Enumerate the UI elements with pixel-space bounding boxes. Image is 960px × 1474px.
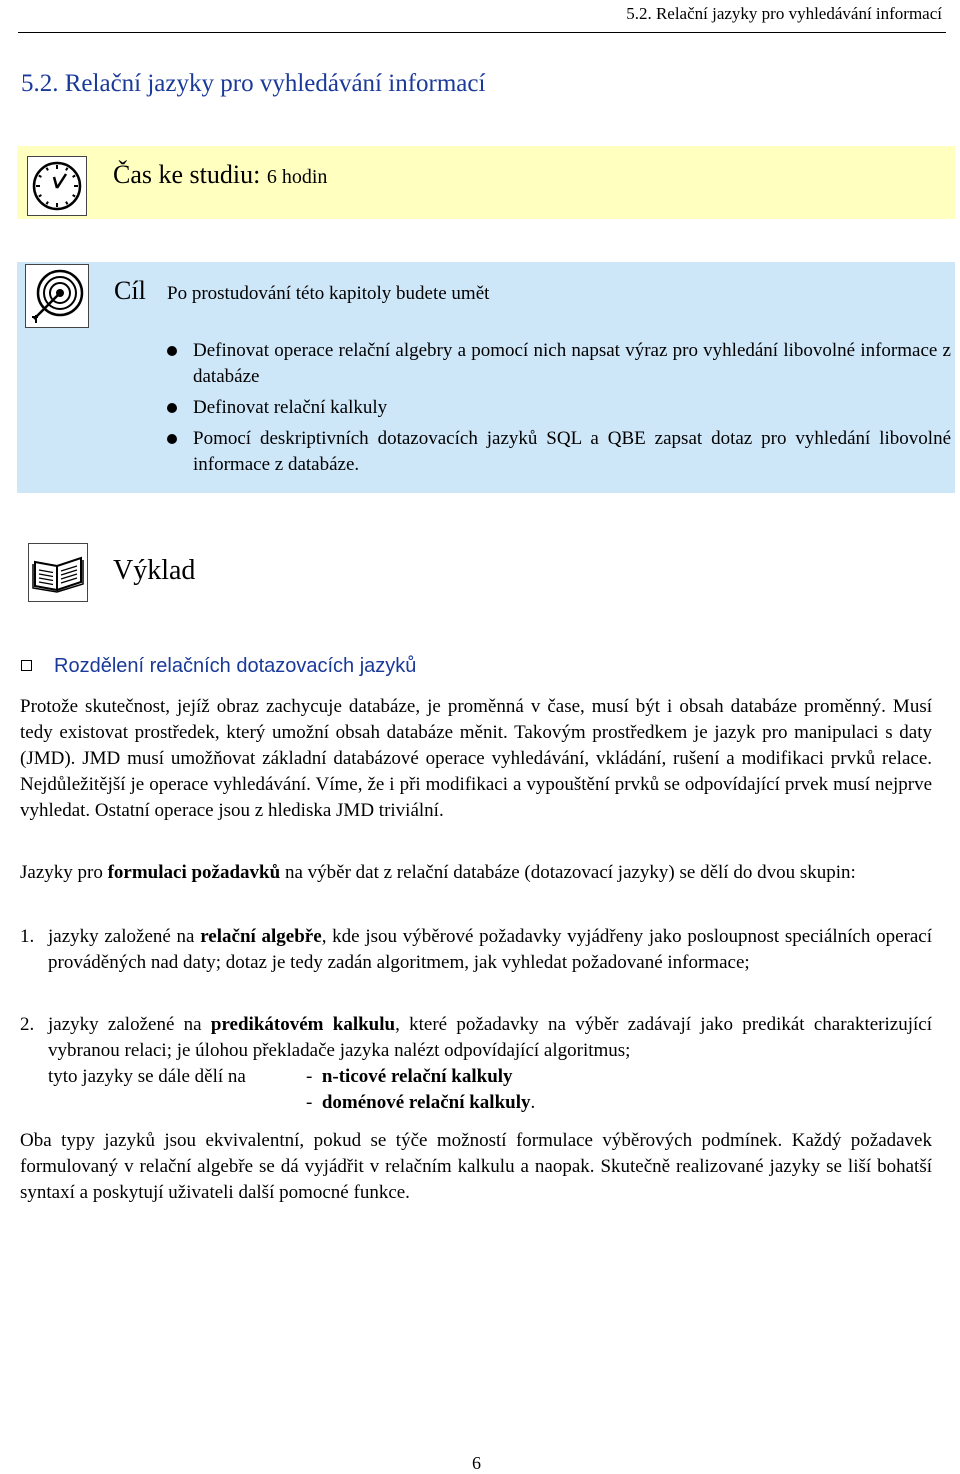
checkbox-icon (21, 660, 32, 671)
clock-icon (27, 156, 87, 216)
subgroup-item: - doménové relační kalkuly. (306, 1092, 536, 1113)
list-item: Pomocí deskriptivních dotazovacích jazyků SQL a QBE zapsat dotaz pro vyhledání libovolné informace z databáze. (167, 426, 951, 478)
study-time-box (17, 146, 955, 219)
list-item: 2. jazyky založené na predikátovém kalkulu, které požadavky na výběr zadávají jako predikát charakterizující vybranou relaci; je úlohou překladače jazyka nalézt odpovídající algoritmus; (20, 1014, 932, 1061)
subgroup-item: - n-ticové relační kalkuly (306, 1066, 513, 1087)
bullet-icon (167, 434, 177, 444)
goal-list (167, 338, 951, 483)
subsection-heading: Rozdělení relačních dotazovacích jazyků (21, 655, 416, 678)
paragraph-dml: Protože skutečnost, jejíž obraz zachycuje databáze, je proměnná v čase, musí být i obsah databáze proměnný. Musí tedy existovat prostředek, který umožní obsah databáze měnit. Takovým prostředkem je jazyk pro manipulaci s daty (JMD). JMD musí umožňovat základní databázové operace vyhledávání, vkládání, rušení a modifikaci prvků relace. Nejdůležitější je operace vyhledávání. Víme, že i při modifikaci a vypouštění prvků se odpovídající prvek musí nejprve vyhledat. Ostatní operace jsou z hlediska JMD triviální. (20, 696, 932, 821)
explanation-label: Výklad (113, 555, 196, 586)
page-number: 6 (472, 1453, 481, 1473)
goal-label: Cíl (114, 276, 146, 305)
subgroup-intro: tyto jazyky se dále dělí na (48, 1066, 246, 1087)
study-time-value: 6 hodin (266, 166, 328, 188)
chapter-title: 5.2. Relační jazyky pro vyhledávání informací (21, 70, 486, 97)
goal-intro: Po prostudování této kapitoly budete umět (167, 283, 490, 304)
goal-box (17, 262, 955, 493)
bullet-icon (167, 403, 177, 413)
study-time-label: Čas ke studiu: 6 hodin (113, 160, 328, 189)
target-icon (25, 264, 89, 328)
paragraph-equivalence: Oba typy jazyků jsou ekvivalentní, pokud se týče možností formulace výběrových podmínek. Každý požadavek formulovaný v relační algebře se dá vyjádřit v relačním kalkulu a naopak. Skutečně realizované jazyky se liší bohatší syntaxí a poskytují uživateli další pomocné funkce. (20, 1130, 932, 1203)
paragraph-query-languages: Jazyky pro formulaci požadavků na výběr dat z relační databáze (dotazovací jazyky) se dělí do dvou skupin: (20, 862, 856, 883)
list-item: Definovat relační kalkuly (167, 395, 951, 421)
bullet-icon (167, 346, 177, 356)
header-rule (18, 32, 946, 33)
running-header: 5.2. Relační jazyky pro vyhledávání informací (626, 4, 942, 23)
book-icon (28, 543, 88, 602)
list-item: 1. jazyky založené na relační algebře, kde jsou výběrové požadavky vyjádřeny jako posloupnost speciálních operací prováděných nad daty; dotaz je tedy zadán algoritmem, jak vyhledat požadované informace; (20, 926, 933, 973)
list-item: Definovat operace relační algebry a pomocí nich napsat výraz pro vyhledání libovolné informace z databáze (167, 338, 951, 390)
